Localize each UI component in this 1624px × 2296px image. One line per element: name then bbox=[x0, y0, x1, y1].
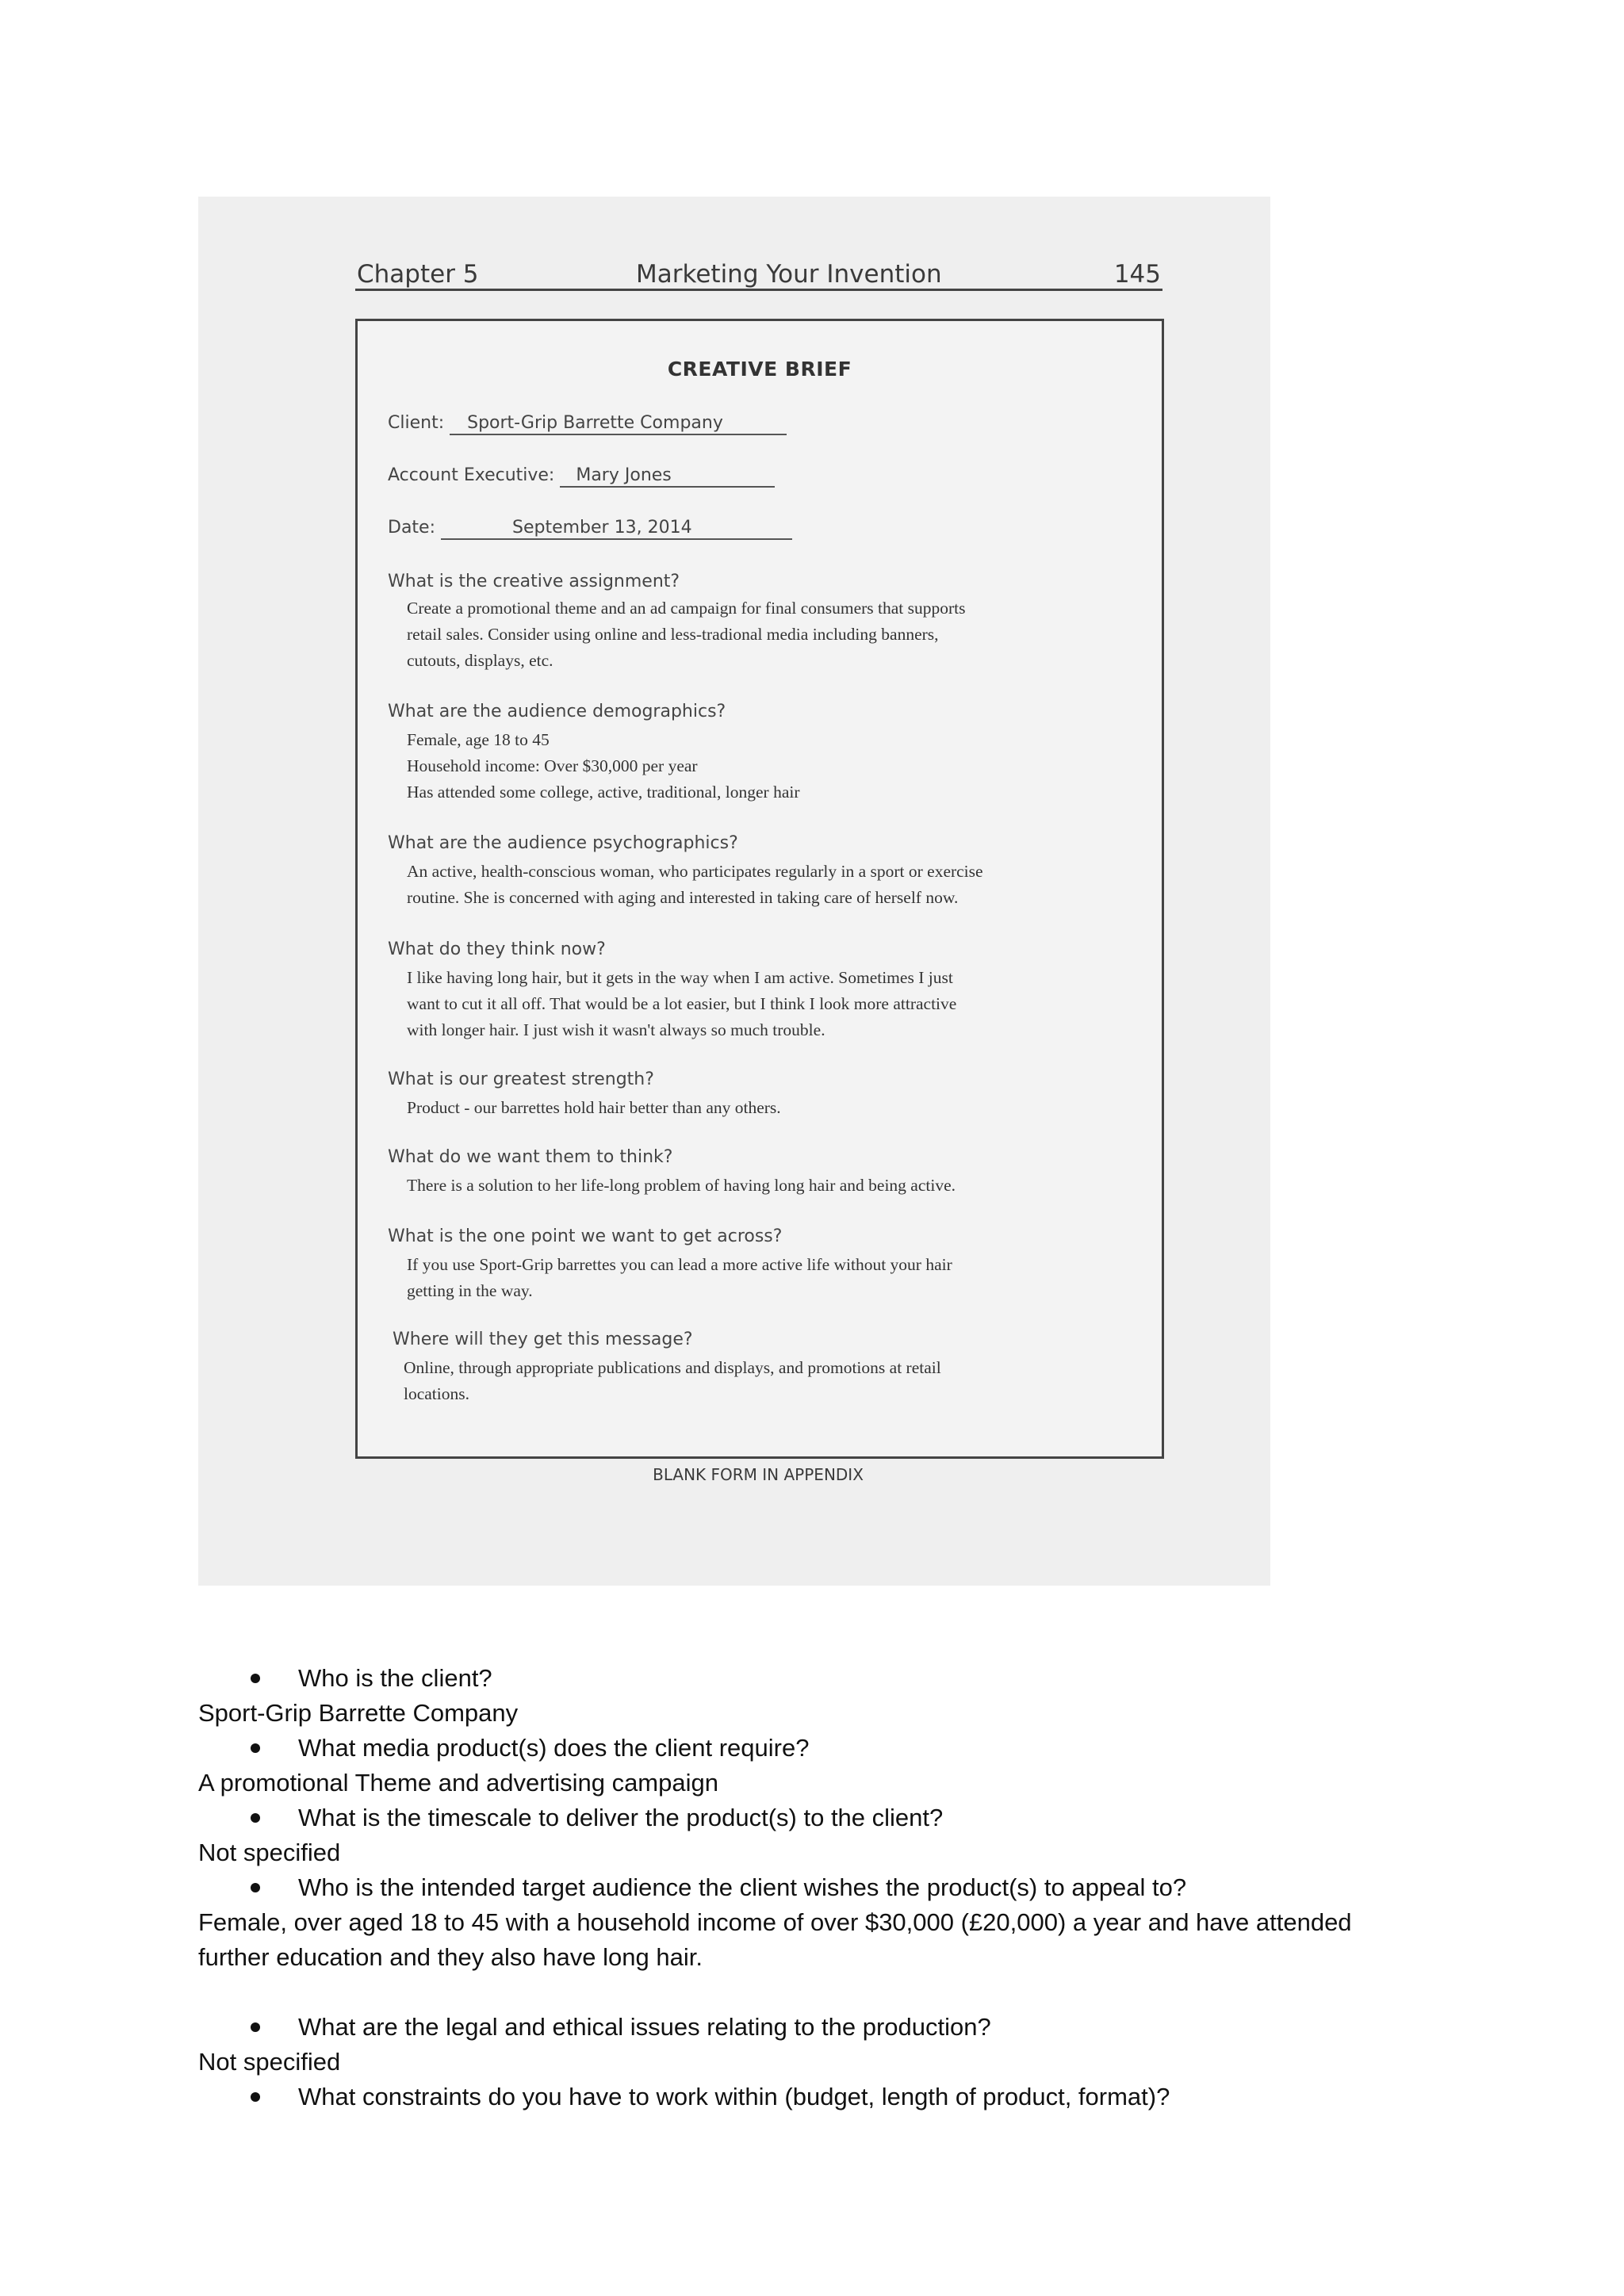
chapter-title: Marketing Your Invention bbox=[636, 260, 942, 289]
bullet-dot bbox=[251, 2022, 260, 2032]
brief-answer: Online, through appropriate publications and displays, and promotions at retail locations. bbox=[404, 1358, 941, 1403]
question-text: Who is the client? bbox=[298, 1664, 492, 1692]
bullet-dot bbox=[251, 1743, 260, 1753]
brief-question: Where will they get this message? bbox=[393, 1330, 693, 1349]
bullet-question bbox=[198, 1731, 1535, 1766]
answer-text: Not specified bbox=[198, 1839, 341, 1866]
brief-answer: Create a promotional theme and an ad campaign for final consumers that supports retail sales. Consider using online and less-tradional media including banners, cutouts, displays, etc. bbox=[407, 599, 966, 670]
brief-question: What are the audience psychographics? bbox=[388, 833, 738, 853]
brief-question: What do they think now? bbox=[388, 939, 606, 959]
client-field bbox=[388, 413, 787, 435]
brief-question: What is the creative assignment? bbox=[388, 572, 680, 591]
answer-text: Sport-Grip Barrette Company bbox=[198, 1699, 519, 1727]
brief-question: What do we want them to think? bbox=[388, 1147, 673, 1167]
page-number: 145 bbox=[1113, 260, 1161, 289]
brief-question: What is the one point we want to get across? bbox=[388, 1226, 783, 1246]
bullet-question bbox=[198, 1870, 1535, 1905]
brief-answer: There is a solution to her life-long problem of having long hair and being active. bbox=[407, 1176, 956, 1195]
account-executive-value: Mary Jones bbox=[560, 465, 774, 488]
date-label: Date: bbox=[388, 518, 435, 538]
form-caption: BLANK FORM IN APPENDIX bbox=[653, 1465, 864, 1484]
bullet-question bbox=[198, 1800, 1535, 1835]
bullet-dot bbox=[251, 1674, 260, 1683]
creative-brief-form bbox=[355, 319, 1164, 1459]
brief-question: What are the audience demographics? bbox=[388, 702, 726, 721]
bullet-question bbox=[198, 2080, 1535, 2114]
answer-text: A promotional Theme and advertising campaign bbox=[198, 1769, 718, 1797]
brief-question: What is our greatest strength? bbox=[388, 1070, 654, 1089]
client-label: Client: bbox=[388, 413, 445, 433]
question-text: Who is the intended target audience the client wishes the product(s) to appeal to? bbox=[298, 1873, 1187, 1901]
date-value: September 13, 2014 bbox=[441, 518, 792, 540]
account-executive-label: Account Executive: bbox=[388, 465, 555, 485]
brief-answer: Product - our barrettes hold hair better than any others. bbox=[407, 1098, 781, 1117]
question-text: What media product(s) does the client require? bbox=[298, 1734, 810, 1762]
header-rule bbox=[355, 289, 1162, 291]
client-value: Sport-Grip Barrette Company bbox=[450, 413, 787, 435]
brief-answer: If you use Sport-Grip barrettes you can lead a more active life without your hair getting in the way. bbox=[407, 1255, 952, 1300]
bullet-dot bbox=[251, 2092, 260, 2102]
brief-answer: I like having long hair, but it gets in the way when I am active. Sometimes I just want to cut it all off. That would be a lot easier, but I think I look more attractive with longer hair. I just wish it wasn't always so much trouble. bbox=[407, 968, 957, 1039]
bullet-question bbox=[198, 1661, 1535, 1696]
question-text: What is the timescale to deliver the product(s) to the client? bbox=[298, 1804, 944, 1831]
brief-title: CREATIVE BRIEF bbox=[667, 358, 852, 381]
answer-text: further education and they also have long hair. bbox=[198, 1943, 703, 1971]
brief-answer: An active, health-conscious woman, who participates regularly in a sport or exercise routine. She is concerned with aging and interested in taking care of herself now. bbox=[407, 862, 983, 907]
scanned-book-page bbox=[198, 197, 1270, 1586]
question-text: What constraints do you have to work within (budget, length of product, format)? bbox=[298, 2083, 1170, 2110]
question-text: What are the legal and ethical issues relating to the production? bbox=[298, 2013, 991, 2041]
bullet-dot bbox=[251, 1813, 260, 1823]
date-field bbox=[388, 518, 792, 540]
brief-answer: Female, age 18 to 45 Household income: Over $30,000 per year Has attended some college, active, traditional, longer hair bbox=[407, 730, 800, 802]
bullet-question bbox=[198, 2010, 1535, 2045]
chapter-label: Chapter 5 bbox=[357, 260, 479, 289]
account-executive-field bbox=[388, 465, 775, 488]
bullet-dot bbox=[251, 1883, 260, 1892]
answer-text: Female, over aged 18 to 45 with a household income of over $30,000 (£20,000) a year and have attended bbox=[198, 1908, 1352, 1936]
answer-text: Not specified bbox=[198, 2048, 341, 2076]
